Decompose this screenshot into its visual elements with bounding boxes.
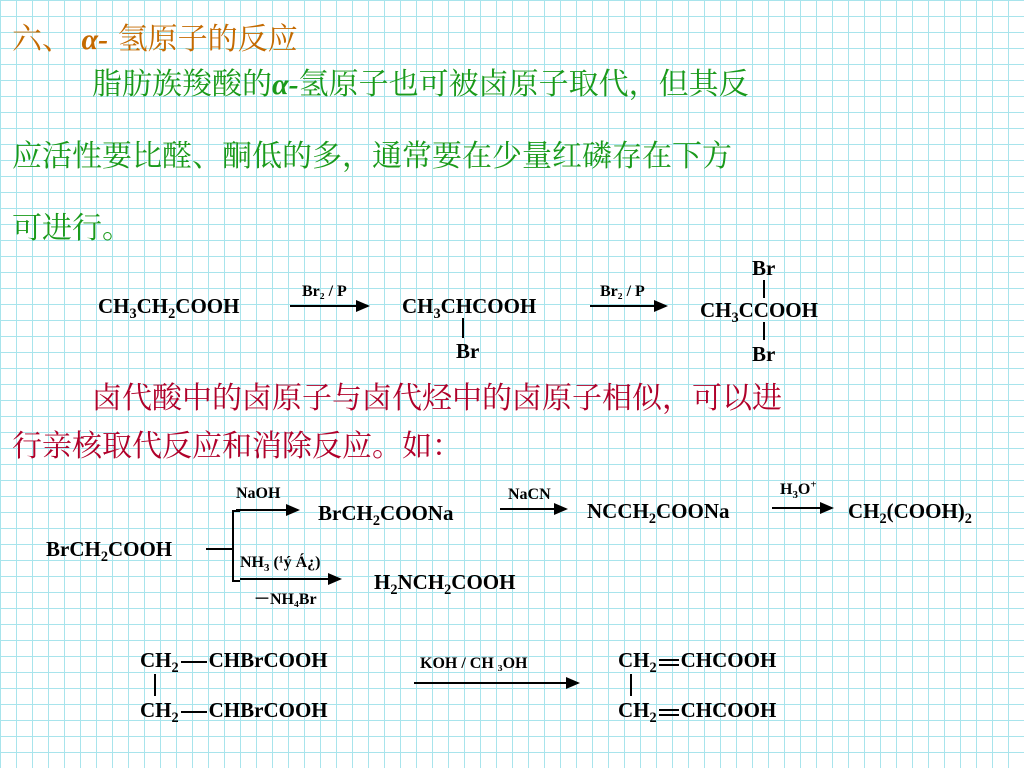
malonic-acid: $CH_2(COOH)_2$ [848,499,972,528]
para1-alpha: α- [272,68,299,101]
product3-top: $CH_2$ CHCOOH [618,648,777,677]
branch-connector [206,548,232,550]
arrow-koh [414,682,578,684]
heading-title: 氢原子的反应 [117,22,298,57]
reagent-koh: KOH / CH ₃OH [420,655,528,672]
sodium-cyanoacetate: $NCCH_2COONa$ [587,499,730,528]
propanoic-acid: $CH_3CH_2COOH$ [98,294,240,323]
glycine: $H_2NCH_2COOH$ [374,570,516,599]
arrow-nacn [500,508,566,510]
reagent-naoh: NaOH [236,485,281,502]
reactant3-bottom: $CH_2$ CHBrCOOH [140,698,328,727]
bond-reactant3 [154,674,156,696]
br-bottom: Br [752,342,776,366]
bromopropanoic-acid: $CH_3CHCOOH$ [402,294,537,323]
arrow-naoh [236,509,298,511]
br-sub-1: Br [456,339,480,363]
bond-br-1 [462,318,464,338]
heading-number: 六、 [12,22,72,57]
bond-br-top [763,280,765,298]
branch-vertical [232,510,234,582]
branch-bottom [232,580,240,582]
heading-alpha: α- [81,23,109,56]
product3-bottom: $CH_2$ CHCOOH [618,698,777,727]
reagent-nh3: $NH_3$ (¹ý Á¿) [240,554,321,575]
arrow-2 [590,305,666,307]
arrow-h3o [772,507,832,509]
para1-line1 [92,54,749,116]
bromoacetic-acid: BrCH$_2$COOH [46,537,173,566]
reagent-br2-p-2: Br₂ / P [600,283,645,300]
reagent-h3o: $H_3O^+$ [780,478,817,502]
section-heading [12,14,298,58]
para2-line1: 卤代酸中的卤原子与卤代烃中的卤原子相似，可以进 [92,381,782,416]
sodium-bromoacetate: BrCH$_2$COONa [318,501,454,530]
reagent-br2-p-1: Br₂ / P [302,283,347,300]
nh3-note: (¹ý Á¿) [273,554,321,571]
para1-line3: 可进行。 [12,211,132,246]
bond-product3 [630,674,632,696]
bond-br-bottom [763,322,765,340]
dibromopropanoic-acid: $CH_3CCOOH$ [700,298,818,327]
para2-line2: 行亲核取代反应和消除反应。如： [12,429,462,464]
para1-text-a: 脂肪族羧酸的 [92,67,272,102]
reagent-nacn: NaCN [508,486,551,503]
arrow-nh3 [240,578,340,580]
reactant3-top: $CH_2$ CHBrCOOH [140,648,328,677]
byproduct-nh4br: －NH₄Br [254,591,317,608]
para1-text-b: 氢原子也可被卤原子取代，但其反 [298,67,749,102]
br-top: Br [752,256,776,280]
para1-line2: 应活性要比醛、酮低的多，通常要在少量红磷存在下方 [12,139,732,174]
arrow-1 [290,305,368,307]
